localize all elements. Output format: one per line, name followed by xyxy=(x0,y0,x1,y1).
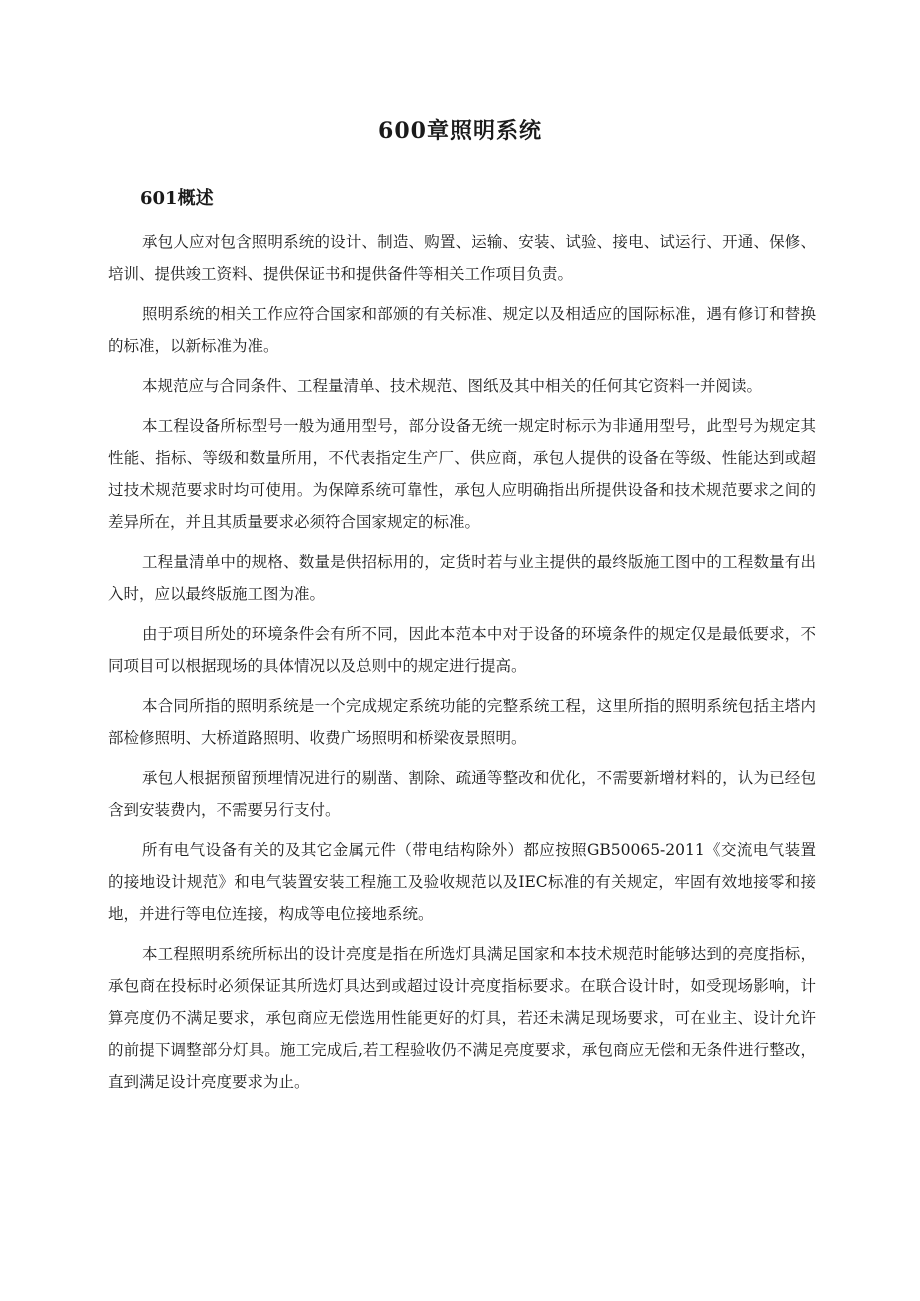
paragraph-rectification: 承包人根据预留预埋情况进行的剔凿、割除、疏通等整改和优化，不需要新增材料的，认为已经包含到安装费内，不需要另行支付。 xyxy=(108,769,816,819)
paragraph-design-brightness: 本工程照明系统所标出的设计亮度是指在所选灯具满足国家和本技术规范时能够达到的亮度指标，承包商在投标时必须保证其所选灯具达到或超过设计亮度指标要求。在联合设计时，如受现场影响，计算亮度仍不满足要求，承包商应无偿选用性能更好的灯具，若还未满足现场要求，可在业主、设计允许的前提下调整部分灯具。施工完成后,若工程验收仍不满足亮度要求，承包商应无偿和无条件进行整改，直到满足设计亮度要求为止。 xyxy=(108,945,816,1091)
paragraph-bill-of-quantities: 工程量清单中的规格、数量是供招标用的，定货时若与业主提供的最终版施工图中的工程数量有出入时，应以最终版施工图为准。 xyxy=(108,553,816,603)
paragraph-related-documents: 本规范应与合同条件、工程量清单、技术规范、图纸及其中相关的任何其它资料一并阅读。 xyxy=(142,377,763,395)
paragraph-equipment-models: 本工程设备所标型号一般为通用型号，部分设备无统一规定时标示为非通用型号，此型号为规定其性能、指标、等级和数量所用，不代表指定生产厂、供应商，承包人提供的设备在等级、性能达到或超过技术规范要求时均可使用。为保障系统可靠性，承包人应明确指出所提供设备和技术规范要求之间的差异所在，并且其质量要求必须符合国家规定的标准。 xyxy=(108,417,816,531)
paragraph-grounding: 所有电气设备有关的及其它金属元件（带电结构除外）都应按照GB50065-2011《交流电气装置的接地设计规范》和电气装置安装工程施工及验收规范以及IEC标准的有关规定，牢固有效地接零和接地，并进行等电位连接，构成等电位接地系统。 xyxy=(108,841,816,923)
section-title: 601概述 xyxy=(140,188,214,209)
body-text xyxy=(108,226,816,1106)
paragraph-system-scope: 本合同所指的照明系统是一个完成规定系统功能的完整系统工程，这里所指的照明系统包括主塔内部检修照明、大桥道路照明、收费广场照明和桥梁夜景照明。 xyxy=(108,697,816,747)
paragraph-scope-of-work: 承包人应对包含照明系统的设计、制造、购置、运输、安装、试验、接电、试运行、开通、保修、培训、提供竣工资料、提供保证书和提供备件等相关工作项目负责。 xyxy=(108,233,816,283)
chapter-title: 600章照明系统 xyxy=(378,118,542,144)
paragraph-standards: 照明系统的相关工作应符合国家和部颁的有关标准、规定以及相适应的国际标准，遇有修订和替换的标准，以新标准为准。 xyxy=(108,305,816,355)
paragraph-environmental-conditions: 由于项目所处的环境条件会有所不同，因此本范本中对于设备的环境条件的规定仅是最低要求，不同项目可以根据现场的具体情况以及总则中的规定进行提高。 xyxy=(108,625,816,675)
